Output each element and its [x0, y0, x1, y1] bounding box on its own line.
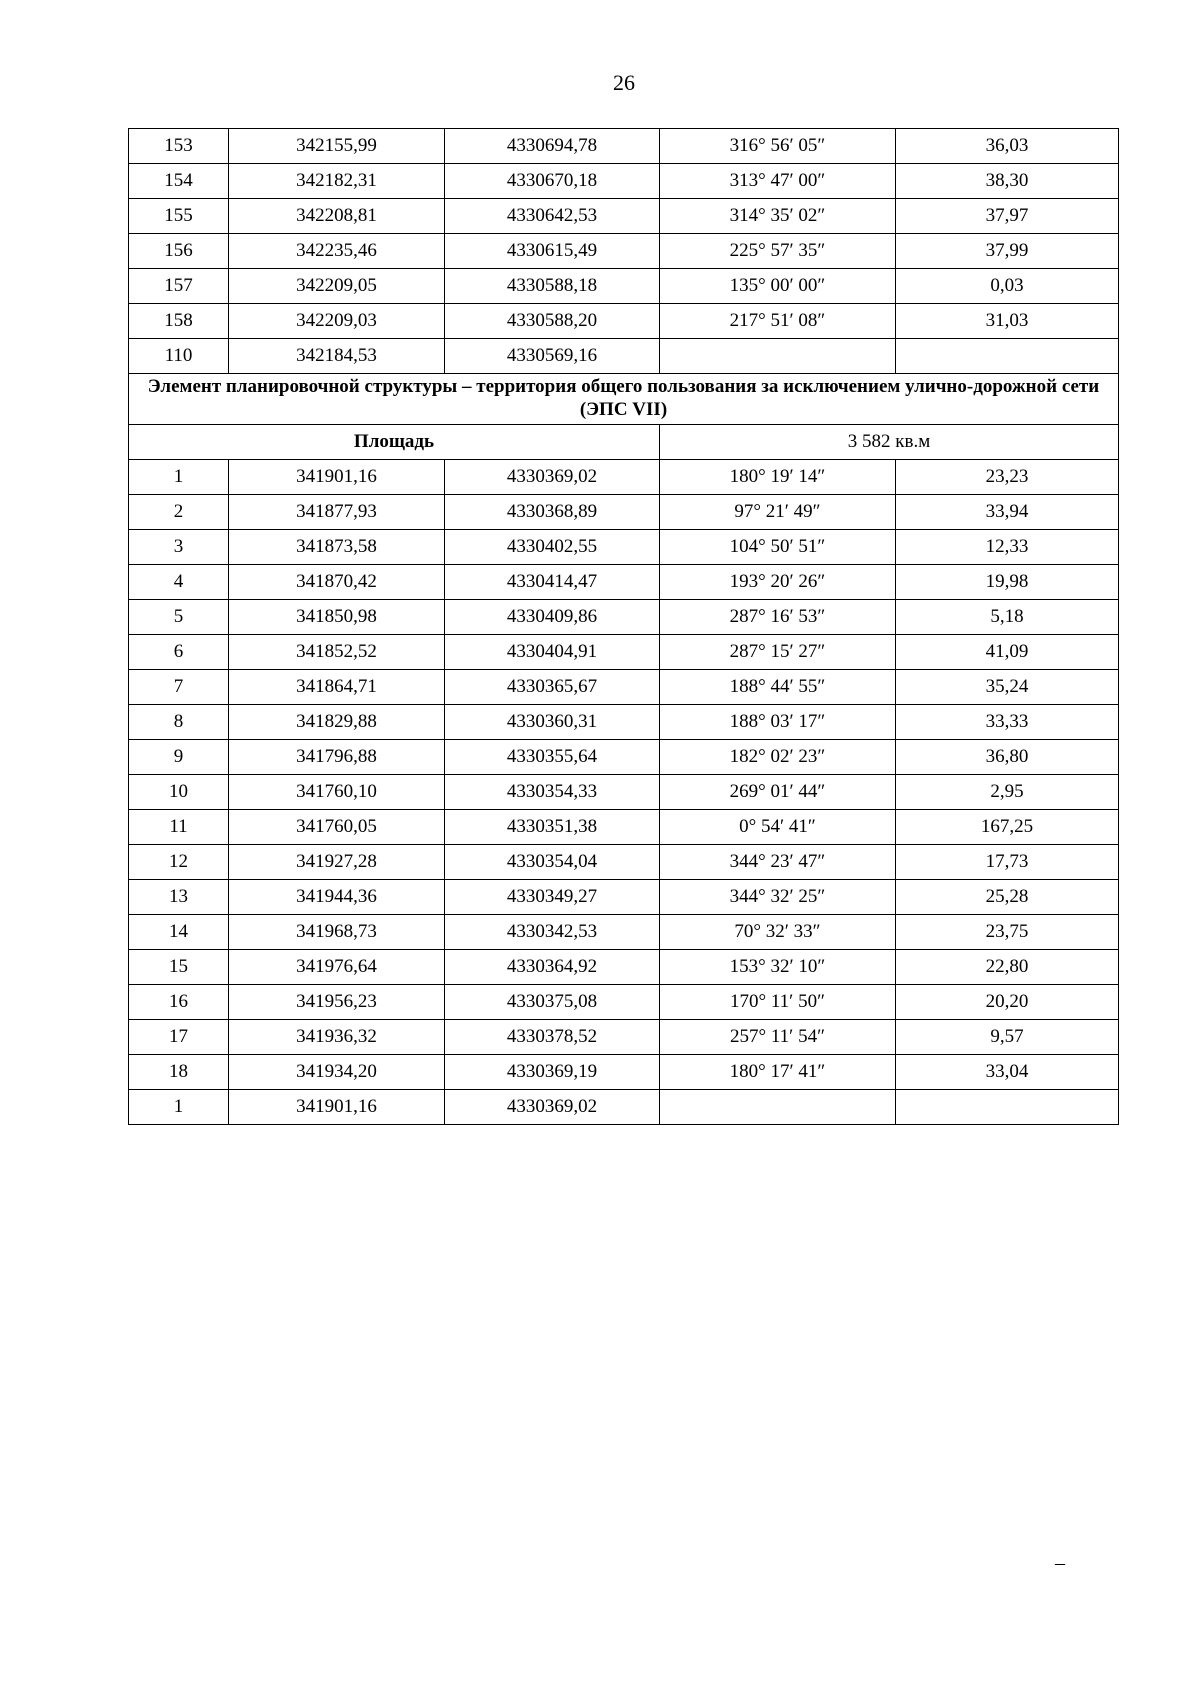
point-number-cell: 16 — [129, 985, 229, 1020]
point-number-cell: 153 — [129, 129, 229, 164]
x-coordinate-cell: 341870,42 — [229, 565, 445, 600]
x-coordinate-cell: 342209,03 — [229, 304, 445, 339]
y-coordinate-cell: 4330642,53 — [445, 199, 660, 234]
point-number-cell: 13 — [129, 880, 229, 915]
y-coordinate-cell: 4330360,31 — [445, 705, 660, 740]
table-row — [129, 304, 1119, 339]
direction-angle-cell: 344° 32′ 25″ — [660, 880, 896, 915]
point-number-cell: 1 — [129, 1090, 229, 1125]
y-coordinate-cell: 4330368,89 — [445, 495, 660, 530]
distance-cell — [896, 339, 1119, 374]
footer-mark: – — [1055, 1552, 1065, 1574]
y-coordinate-cell: 4330351,38 — [445, 810, 660, 845]
page-number: 26 — [613, 70, 635, 95]
direction-angle-cell: 225° 57′ 35″ — [660, 234, 896, 269]
direction-angle-cell: 313° 47′ 00″ — [660, 164, 896, 199]
direction-angle-cell — [660, 339, 896, 374]
point-number-cell: 6 — [129, 635, 229, 670]
x-coordinate-cell: 341944,36 — [229, 880, 445, 915]
y-coordinate-cell: 4330378,52 — [445, 1020, 660, 1055]
direction-angle-cell: 153° 32′ 10″ — [660, 950, 896, 985]
coordinates-table — [128, 128, 1119, 1125]
direction-angle-cell: 70° 32′ 33″ — [660, 915, 896, 950]
point-number-cell: 1 — [129, 460, 229, 495]
table-row — [129, 129, 1119, 164]
table-row — [129, 740, 1119, 775]
x-coordinate-cell: 341936,32 — [229, 1020, 445, 1055]
coordinates-table-top — [129, 129, 1119, 374]
y-coordinate-cell: 4330694,78 — [445, 129, 660, 164]
point-number-cell: 15 — [129, 950, 229, 985]
distance-cell: 31,03 — [896, 304, 1119, 339]
point-number-cell: 5 — [129, 600, 229, 635]
x-coordinate-cell: 342235,46 — [229, 234, 445, 269]
y-coordinate-cell: 4330404,91 — [445, 635, 660, 670]
y-coordinate-cell: 4330365,67 — [445, 670, 660, 705]
y-coordinate-cell: 4330355,64 — [445, 740, 660, 775]
table-row — [129, 1020, 1119, 1055]
x-coordinate-cell: 341956,23 — [229, 985, 445, 1020]
y-coordinate-cell: 4330354,04 — [445, 845, 660, 880]
distance-cell: 25,28 — [896, 880, 1119, 915]
table-row — [129, 339, 1119, 374]
x-coordinate-cell: 341968,73 — [229, 915, 445, 950]
direction-angle-cell: 316° 56′ 05″ — [660, 129, 896, 164]
direction-angle-cell — [660, 1090, 896, 1125]
x-coordinate-cell: 341901,16 — [229, 1090, 445, 1125]
distance-cell: 9,57 — [896, 1020, 1119, 1055]
distance-cell: 12,33 — [896, 530, 1119, 565]
area-row — [129, 425, 1119, 460]
table-row — [129, 565, 1119, 600]
table-row — [129, 670, 1119, 705]
distance-cell: 33,33 — [896, 705, 1119, 740]
y-coordinate-cell: 4330615,49 — [445, 234, 660, 269]
y-coordinate-cell: 4330369,19 — [445, 1055, 660, 1090]
distance-cell: 23,75 — [896, 915, 1119, 950]
x-coordinate-cell: 341864,71 — [229, 670, 445, 705]
table-row — [129, 164, 1119, 199]
distance-cell: 41,09 — [896, 635, 1119, 670]
y-coordinate-cell: 4330342,53 — [445, 915, 660, 950]
distance-cell: 33,94 — [896, 495, 1119, 530]
point-number-cell: 18 — [129, 1055, 229, 1090]
area-label: Площадь — [129, 425, 660, 460]
y-coordinate-cell: 4330588,18 — [445, 269, 660, 304]
point-number-cell: 155 — [129, 199, 229, 234]
x-coordinate-cell: 341901,16 — [229, 460, 445, 495]
direction-angle-cell: 104° 50′ 51″ — [660, 530, 896, 565]
direction-angle-cell: 257° 11′ 54″ — [660, 1020, 896, 1055]
direction-angle-cell: 217° 51′ 08″ — [660, 304, 896, 339]
direction-angle-cell: 193° 20′ 26″ — [660, 565, 896, 600]
direction-angle-cell: 135° 00′ 00″ — [660, 269, 896, 304]
x-coordinate-cell: 341852,52 — [229, 635, 445, 670]
direction-angle-cell: 0° 54′ 41″ — [660, 810, 896, 845]
distance-cell: 19,98 — [896, 565, 1119, 600]
distance-cell: 37,97 — [896, 199, 1119, 234]
distance-cell: 20,20 — [896, 985, 1119, 1020]
distance-cell: 167,25 — [896, 810, 1119, 845]
x-coordinate-cell: 341796,88 — [229, 740, 445, 775]
point-number-cell: 154 — [129, 164, 229, 199]
point-number-cell: 10 — [129, 775, 229, 810]
table-row — [129, 269, 1119, 304]
x-coordinate-cell: 341760,05 — [229, 810, 445, 845]
point-number-cell: 12 — [129, 845, 229, 880]
section-title-row — [129, 374, 1119, 425]
y-coordinate-cell: 4330369,02 — [445, 460, 660, 495]
point-number-cell: 17 — [129, 1020, 229, 1055]
y-coordinate-cell: 4330569,16 — [445, 339, 660, 374]
distance-cell: 0,03 — [896, 269, 1119, 304]
point-number-cell: 3 — [129, 530, 229, 565]
direction-angle-cell: 287° 15′ 27″ — [660, 635, 896, 670]
distance-cell: 38,30 — [896, 164, 1119, 199]
point-number-cell: 158 — [129, 304, 229, 339]
y-coordinate-cell: 4330375,08 — [445, 985, 660, 1020]
distance-cell: 36,03 — [896, 129, 1119, 164]
point-number-cell: 110 — [129, 339, 229, 374]
section-title: Элемент планировочной структуры – территория общего пользования за исключением улично-дорожной сети (ЭПС VII) — [129, 374, 1119, 425]
distance-cell: 33,04 — [896, 1055, 1119, 1090]
table-row — [129, 810, 1119, 845]
area-value: 3 582 кв.м — [660, 425, 1119, 460]
table-row — [129, 600, 1119, 635]
point-number-cell: 156 — [129, 234, 229, 269]
point-number-cell: 2 — [129, 495, 229, 530]
table-row — [129, 845, 1119, 880]
y-coordinate-cell: 4330354,33 — [445, 775, 660, 810]
direction-angle-cell: 170° 11′ 50″ — [660, 985, 896, 1020]
y-coordinate-cell: 4330364,92 — [445, 950, 660, 985]
distance-cell: 23,23 — [896, 460, 1119, 495]
table-row — [129, 985, 1119, 1020]
distance-cell: 17,73 — [896, 845, 1119, 880]
table-row — [129, 705, 1119, 740]
x-coordinate-cell: 341873,58 — [229, 530, 445, 565]
x-coordinate-cell: 341934,20 — [229, 1055, 445, 1090]
section-header — [129, 374, 1119, 460]
x-coordinate-cell: 342184,53 — [229, 339, 445, 374]
table-row — [129, 775, 1119, 810]
y-coordinate-cell: 4330588,20 — [445, 304, 660, 339]
x-coordinate-cell: 341760,10 — [229, 775, 445, 810]
x-coordinate-cell: 342182,31 — [229, 164, 445, 199]
y-coordinate-cell: 4330670,18 — [445, 164, 660, 199]
y-coordinate-cell: 4330402,55 — [445, 530, 660, 565]
x-coordinate-cell: 341829,88 — [229, 705, 445, 740]
x-coordinate-cell: 342155,99 — [229, 129, 445, 164]
direction-angle-cell: 287° 16′ 53″ — [660, 600, 896, 635]
x-coordinate-cell: 341877,93 — [229, 495, 445, 530]
direction-angle-cell: 314° 35′ 02″ — [660, 199, 896, 234]
direction-angle-cell: 344° 23′ 47″ — [660, 845, 896, 880]
direction-angle-cell: 269° 01′ 44″ — [660, 775, 896, 810]
direction-angle-cell: 180° 19′ 14″ — [660, 460, 896, 495]
x-coordinate-cell: 342209,05 — [229, 269, 445, 304]
table-row — [129, 234, 1119, 269]
point-number-cell: 7 — [129, 670, 229, 705]
table-row — [129, 1055, 1119, 1090]
table-row — [129, 530, 1119, 565]
point-number-cell: 11 — [129, 810, 229, 845]
distance-cell: 22,80 — [896, 950, 1119, 985]
table-row — [129, 635, 1119, 670]
direction-angle-cell: 97° 21′ 49″ — [660, 495, 896, 530]
direction-angle-cell: 188° 44′ 55″ — [660, 670, 896, 705]
table-row — [129, 460, 1119, 495]
point-number-cell: 157 — [129, 269, 229, 304]
table-row — [129, 199, 1119, 234]
point-number-cell: 9 — [129, 740, 229, 775]
point-number-cell: 8 — [129, 705, 229, 740]
y-coordinate-cell: 4330409,86 — [445, 600, 660, 635]
x-coordinate-cell: 342208,81 — [229, 199, 445, 234]
direction-angle-cell: 180° 17′ 41″ — [660, 1055, 896, 1090]
x-coordinate-cell: 341927,28 — [229, 845, 445, 880]
point-number-cell: 4 — [129, 565, 229, 600]
table-row — [129, 915, 1119, 950]
coordinates-table-section — [129, 460, 1119, 1125]
table-row — [129, 1090, 1119, 1125]
distance-cell — [896, 1090, 1119, 1125]
y-coordinate-cell: 4330369,02 — [445, 1090, 660, 1125]
distance-cell: 2,95 — [896, 775, 1119, 810]
point-number-cell: 14 — [129, 915, 229, 950]
table-row — [129, 950, 1119, 985]
table-row — [129, 495, 1119, 530]
distance-cell: 35,24 — [896, 670, 1119, 705]
direction-angle-cell: 182° 02′ 23″ — [660, 740, 896, 775]
y-coordinate-cell: 4330414,47 — [445, 565, 660, 600]
table-row — [129, 880, 1119, 915]
distance-cell: 37,99 — [896, 234, 1119, 269]
x-coordinate-cell: 341976,64 — [229, 950, 445, 985]
x-coordinate-cell: 341850,98 — [229, 600, 445, 635]
y-coordinate-cell: 4330349,27 — [445, 880, 660, 915]
distance-cell: 36,80 — [896, 740, 1119, 775]
distance-cell: 5,18 — [896, 600, 1119, 635]
direction-angle-cell: 188° 03′ 17″ — [660, 705, 896, 740]
